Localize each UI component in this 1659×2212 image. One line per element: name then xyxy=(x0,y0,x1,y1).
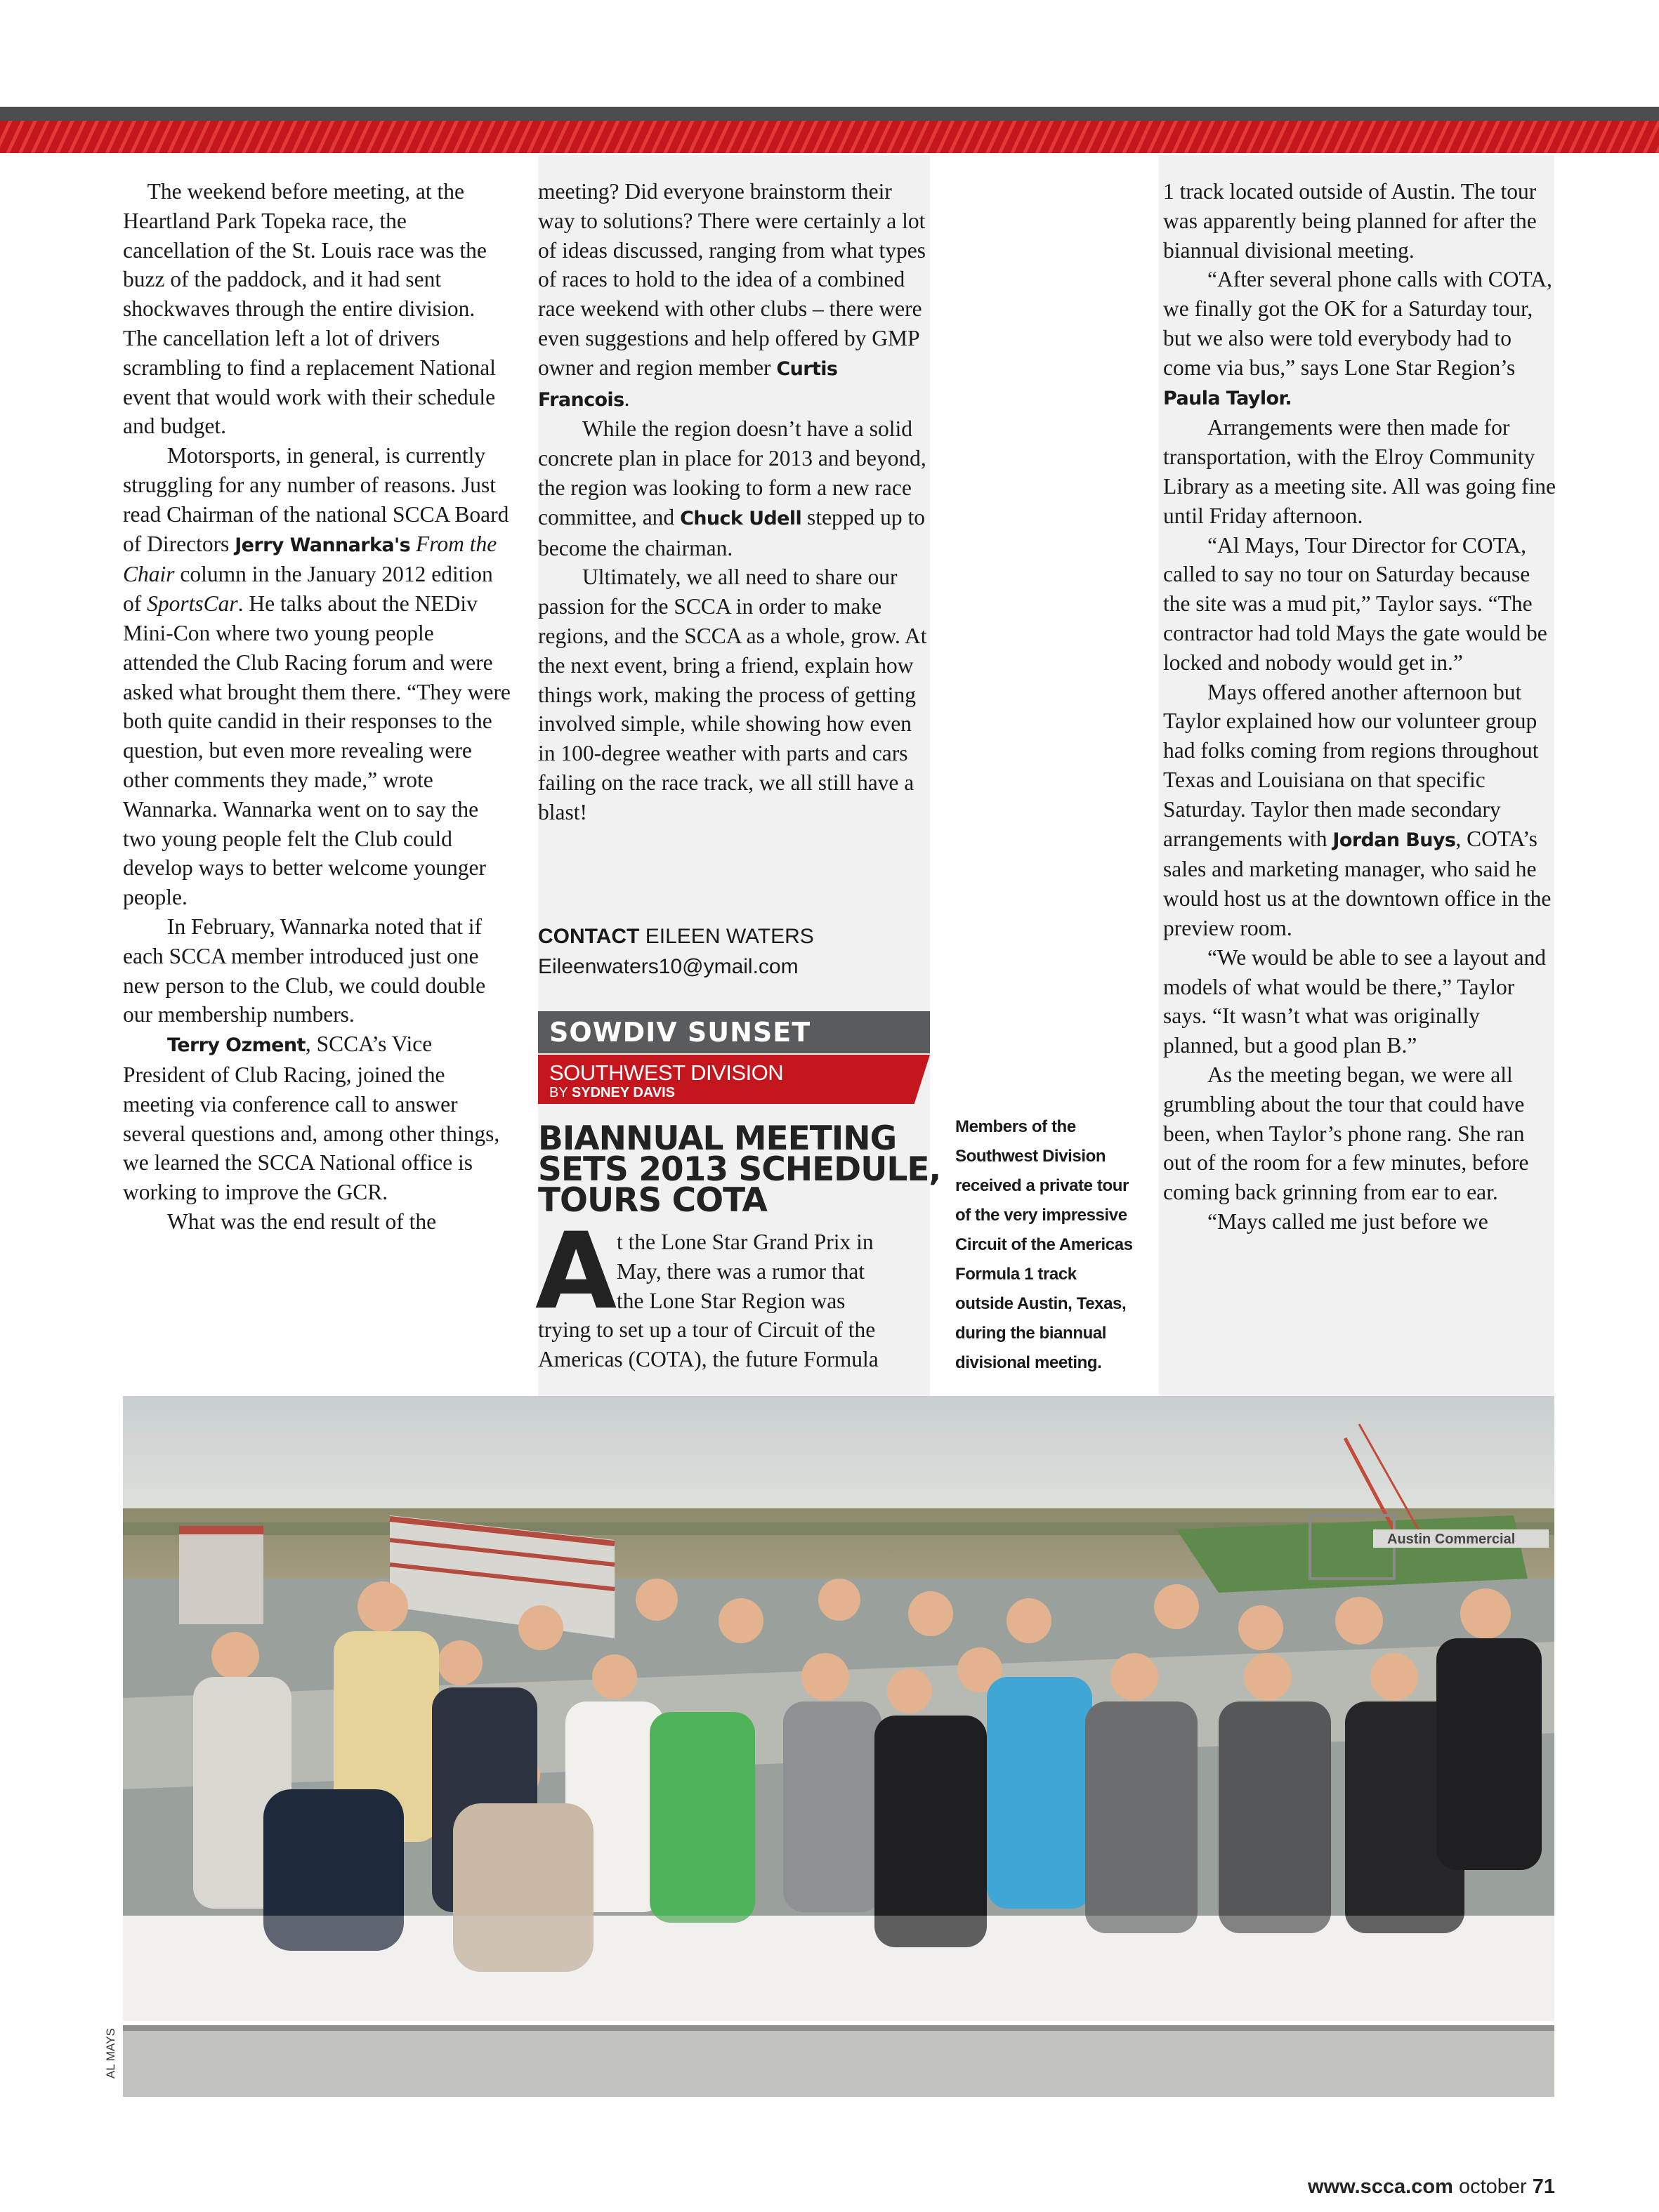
article-column-4 xyxy=(1163,177,1556,1237)
header-striped-red-band xyxy=(0,121,1659,153)
paragraph: While the region doesn’t have a solid concrete plan in place for 2013 and beyond, the region was looking to form a new race committee, and Chuck Udell stepped up to become the chairman. xyxy=(538,416,926,560)
person-name: Jordan Buys xyxy=(1332,829,1456,851)
article-column-1 xyxy=(123,177,513,1237)
paragraph: In February, Wannarka noted that if each SCCA member introduced just one new person to the Club, we could double our membership numbers. xyxy=(123,914,486,1027)
person-name: Terry Ozment xyxy=(167,1034,306,1057)
contact-name: EILEEN WATERS xyxy=(645,925,814,948)
byline: BY SYDNEY DAVIS xyxy=(549,1085,675,1100)
contact-block: CONTACT EILEEN WATERS Eileenwaters10@ymail.com xyxy=(538,921,814,982)
paragraph: “Al Mays, Tour Director for COTA, called to say no tour on Saturday because the site was a mud pit,” Taylor says. “The contractor had told Mays the gate would be locked and nobody would get in.” xyxy=(1163,532,1547,675)
paragraph: Mays offered another afternoon but Taylor explained how our volunteer group had folks coming from regions throughout Texas and Louisiana on that specific Saturday. Taylor then made secondary arrangements with Jordan Buys, COTA’s sales and marketing manager, who said he would host us at the downtown office in the preview room. xyxy=(1163,679,1552,940)
person-name: Curtis Francois xyxy=(538,357,838,411)
sowdiv-intro-paragraph: t the Lone Star Grand Prix in May, there was a rumor that the Lone Star Region was trying to set up a tour of Circuit of the Americas (COTA), the future Formula xyxy=(538,1230,879,1372)
paragraph: Ultimately, we all need to share our passion for the SCCA in order to make regions, and the SCCA as a whole, grow. At the next event, bring a friend, explain how things work, making the process of getting involved simple, while showing how even in 100-degree weather with parts and cars failing on the race track, we all still have a blast! xyxy=(538,565,927,824)
page-footer xyxy=(1308,2175,1555,2199)
photo-caption: Members of the Southwest Division received a private tour of the very impressive Circuit of the Americas Formula 1 track outside Austin, Texas, during the biannual divisional meeting. xyxy=(955,1117,1133,1372)
footer-site: www.scca.com xyxy=(1308,2175,1453,2198)
paragraph: Arrangements were then made for transportation, with the Elroy Community Library as a meeting site. All was going fine until Friday afternoon. xyxy=(1163,415,1556,528)
division-name: SOUTHWEST DIVISION xyxy=(549,1060,784,1085)
header-gray-band xyxy=(0,107,1659,121)
paragraph: Terry Ozment, SCCA’s Vice President of Club Racing, joined the meeting via conference call to answer several questions and, among other things, we learned the SCCA National office is working to improve the GCR. xyxy=(123,1032,500,1205)
paragraph: “We would be able to see a layout and models of what would be there,” Taylor says. “It wasn’t what was originally planned, but a good plan B.” xyxy=(1163,944,1547,1058)
page-number: 71 xyxy=(1532,2175,1555,2198)
article-headline: BIANNUAL MEETING SETS 2013 SCHEDULE, TOURS COTA xyxy=(538,1119,941,1220)
paragraph: 1 track located outside of Austin. The tour was apparently being planned for after the biannual divisional meeting. xyxy=(1163,179,1537,263)
paragraph: What was the end result of the xyxy=(167,1209,437,1234)
byline-author: SYDNEY DAVIS xyxy=(571,1085,675,1100)
group-photo-illustration xyxy=(123,1396,1554,2097)
person-name: Jerry Wannarka's xyxy=(235,534,411,556)
paragraph: “After several phone calls with COTA, we finally got the OK for a Saturday tour, but we also were told everybody had to come via bus,” says Lone Star Region’s Paula Taylor. xyxy=(1163,267,1552,409)
section-title: SOWDIV SUNSET xyxy=(549,1017,811,1048)
paragraph: Motorsports, in general, is currently struggling for any number of reasons. Just read Chairman of the national SCCA Board of Directors Jerry Wannarka's From the Chair column in the January 2012 edition of SportsCar. He talks about the NEDiv Mini-Con where two young people attended the Club Racing forum and were asked what brought them there. “They were both quite candid in their responses to the question, but even more revealing were other comments they made,” wrote Wannarka. Wannarka went on to say the two young people felt the Club could develop ways to better welcome younger people. xyxy=(123,443,511,910)
drop-cap: A xyxy=(535,1211,617,1333)
photo-credit: AL MAYS xyxy=(104,2028,117,2079)
paragraph: meeting? Did everyone brainstorm their way to solutions? There were certainly a lot of ideas discussed, ranging from what types of races to hold to the idea of a combined race weekend with other clubs – there were even suggestions and help offered by GMP owner and region member Curtis Francois. xyxy=(538,179,926,411)
paragraph: “Mays called me just before we xyxy=(1207,1209,1488,1234)
group-photo xyxy=(123,1396,1554,2097)
footer-month: october xyxy=(1458,2175,1527,2198)
contact-email: Eileenwaters10@ymail.com xyxy=(538,955,799,978)
article-column-2 xyxy=(538,177,930,827)
banner-sign-text: Austin Commercial xyxy=(1387,1532,1516,1547)
person-name: Chuck Udell xyxy=(680,507,802,529)
person-name: Paula Taylor. xyxy=(1163,387,1292,409)
paragraph: As the meeting began, we were all grumbling about the tour that could have been, when Taylor’s phone rang. She ran out of the room for a few minutes, before coming back grinning from ear to ear. xyxy=(1163,1062,1529,1205)
paragraph: The weekend before meeting, at the Heartland Park Topeka race, the cancellation of the St. Louis race was the buzz of the paddock, and it had sent shockwaves through the entire division. The cancellation left a lot of drivers scrambling to find a replacement National event that would work with their schedule and budget. xyxy=(123,179,496,439)
